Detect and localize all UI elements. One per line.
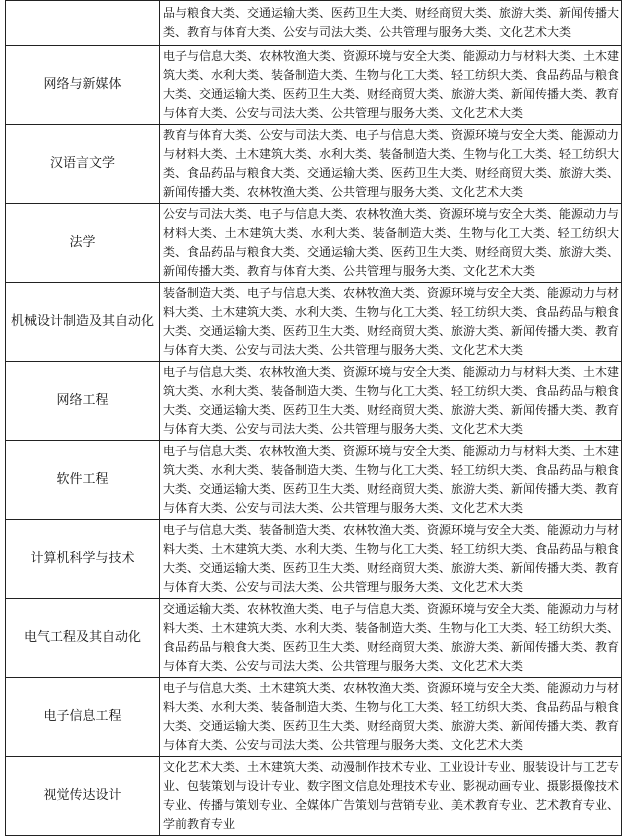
category-list: 电子与信息大类、装备制造大类、农林牧渔大类、资源环境与安全大类、能源动力与材料大类、土木建筑大类、水利大类、生物与化工大类、轻工纺织大类、食品药品与粮食大类、交通运输大类、医药卫生大类、财经商贸大类、旅游大类、新闻传播大类、教育与体育大类、公安与司法大类、公共管理与服务大类、文化艺术大类 [160, 520, 622, 599]
major-name: 汉语言文学 [6, 125, 160, 204]
table-row [6, 678, 622, 757]
table-row [6, 125, 622, 204]
major-name [6, 1, 160, 46]
category-list: 电子与信息大类、农林牧渔大类、资源环境与安全大类、能源动力与材料大类、土木建筑大类、水利大类、装备制造大类、生物与化工大类、轻工纺织大类、食品药品与粮食大类、交通运输大类、医药卫生大类、财经商贸大类、旅游大类、新闻传播大类、教育与体育大类、公安与司法大类、公共管理与服务大类、文化艺术大类 [160, 46, 622, 125]
category-list: 教育与体育大类、公安与司法大类、电子与信息大类、资源环境与安全大类、能源动力与材料大类、土木建筑大类、水利大类、装备制造大类、生物与化工大类、轻工纺织大类、食品药品与粮食大类、交通运输大类、医药卫生大类、财经商贸大类、旅游大类、新闻传播大类、农林牧渔大类、公共管理与服务大类、文化艺术大类 [160, 125, 622, 204]
major-name: 软件工程 [6, 441, 160, 520]
table-row [6, 441, 622, 520]
category-list: 交通运输大类、农林牧渔大类、电子与信息大类、资源环境与安全大类、能源动力与材料大类、土木建筑大类、水利大类、装备制造大类、生物与化工大类、轻工纺织大类、食品药品与粮食大类、医药卫生大类、财经商贸大类、旅游大类、新闻传播大类、教育与体育大类、公安与司法大类、公共管理与服务大类、文化艺术大类 [160, 599, 622, 678]
table-row [6, 204, 622, 283]
table-row [6, 520, 622, 599]
major-name: 电子信息工程 [6, 678, 160, 757]
category-list: 品与粮食大类、交通运输大类、医药卫生大类、财经商贸大类、旅游大类、新闻传播大类、教育与体育大类、公安与司法大类、公共管理与服务大类、文化艺术大类 [160, 1, 622, 46]
category-list: 装备制造大类、电子与信息大类、农林牧渔大类、资源环境与安全大类、能源动力与材料大类、土木建筑大类、水利大类、生物与化工大类、轻工纺织大类、食品药品与粮食大类、交通运输大类、医药卫生大类、财经商贸大类、旅游大类、新闻传播大类、教育与体育大类、公安与司法大类、公共管理与服务大类、文化艺术大类 [160, 283, 622, 362]
major-name: 计算机科学与技术 [6, 520, 160, 599]
major-name: 网络与新媒体 [6, 46, 160, 125]
category-list: 电子与信息大类、土木建筑大类、农林牧渔大类、资源环境与安全大类、能源动力与材料大类、水利大类、装备制造大类、生物与化工大类、轻工纺织大类、食品药品与粮食大类、交通运输大类、医药卫生大类、财经商贸大类、旅游大类、新闻传播大类、教育与体育大类、公安与司法大类、公共管理与服务大类、文化艺术大类 [160, 678, 622, 757]
major-name: 机械设计制造及其自动化 [6, 283, 160, 362]
major-name: 网络工程 [6, 362, 160, 441]
category-list: 电子与信息大类、农林牧渔大类、资源环境与安全大类、能源动力与材料大类、土木建筑大类、水利大类、装备制造大类、生物与化工大类、轻工纺织大类、食品药品与粮食大类、交通运输大类、医药卫生大类、财经商贸大类、旅游大类、新闻传播大类、教育与体育大类、公安与司法大类、公共管理与服务大类、文化艺术大类 [160, 441, 622, 520]
major-category-table [5, 0, 622, 836]
table-row [6, 599, 622, 678]
major-name: 法学 [6, 204, 160, 283]
table-row [6, 757, 622, 836]
major-name: 视觉传达设计 [6, 757, 160, 836]
table-row [6, 362, 622, 441]
table-row [6, 1, 622, 46]
category-list: 电子与信息大类、农林牧渔大类、资源环境与安全大类、能源动力与材料大类、土木建筑大类、水利大类、装备制造大类、生物与化工大类、轻工纺织大类、食品药品与粮食大类、交通运输大类、医药卫生大类、财经商贸大类、旅游大类、新闻传播大类、教育与体育大类、公安与司法大类、公共管理与服务大类、文化艺术大类 [160, 362, 622, 441]
table-row [6, 283, 622, 362]
category-list: 文化艺术大类、土木建筑大类、动漫制作技术专业、工业设计专业、服装设计与工艺专业、包装策划与设计专业、数字图文信息处理技术专业、影视动画专业、摄影摄像技术专业、传播与策划专业、全媒体广告策划与营销专业、美术教育专业、艺术教育专业、学前教育专业 [160, 757, 622, 836]
table-row [6, 46, 622, 125]
category-list: 公安与司法大类、电子与信息大类、农林牧渔大类、资源环境与安全大类、能源动力与材料大类、土木建筑大类、水利大类、装备制造大类、生物与化工大类、轻工纺织大类、食品药品与粮食大类、交通运输大类、医药卫生大类、财经商贸大类、旅游大类、新闻传播大类、教育与体育大类、公共管理与服务大类、文化艺术大类 [160, 204, 622, 283]
major-name: 电气工程及其自动化 [6, 599, 160, 678]
